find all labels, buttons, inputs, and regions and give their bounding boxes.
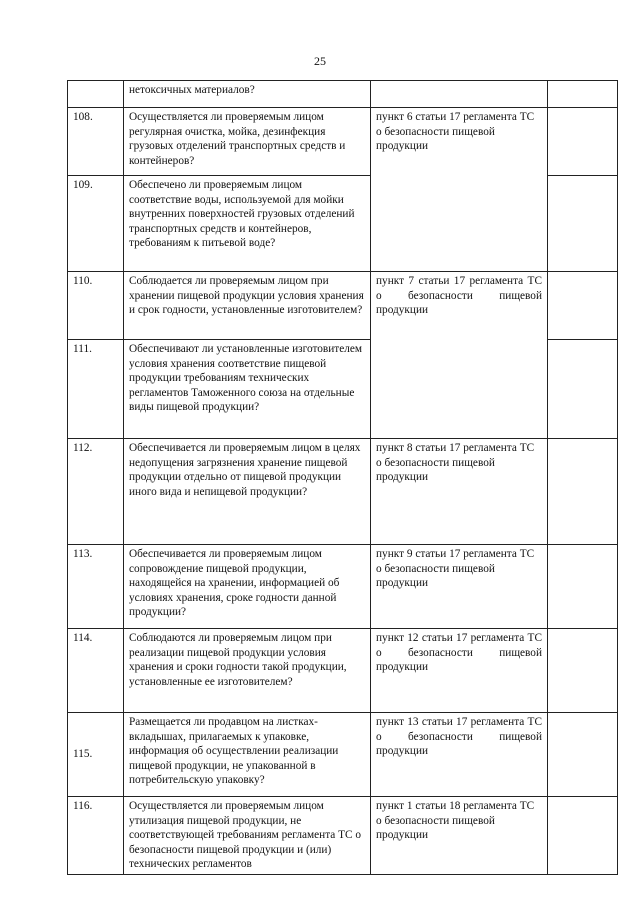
- page-number: 25: [314, 54, 326, 68]
- question-cell: Обеспечивается ли проверяемым лицом в целях недопущения загрязнения хранение пищевой продукции отдельно от пищевой продукции иного вида и непищевой продукции?: [124, 439, 371, 545]
- answer-cell: [548, 713, 618, 797]
- answer-cell: [548, 108, 618, 176]
- row-number: 116.: [68, 797, 124, 875]
- reference-cell: пункт 8 статьи 17 регламента ТС о безопасности пищевой продукции: [371, 439, 548, 545]
- row-number: 114.: [68, 629, 124, 713]
- question-cell: Обеспечено ли проверяемым лицом соответствие воды, используемой для мойки внутренних поверхностей грузовых отделений транспортных средств и контейнеров, требованиям к питьевой воде?: [124, 176, 371, 272]
- answer-cell: [548, 545, 618, 629]
- answer-cell: [548, 340, 618, 439]
- reference-cell: пункт 12 статьи 17 регламента ТС о безопасности пищевой продукции: [371, 629, 548, 713]
- row-number: 111.: [68, 340, 124, 439]
- reference-cell: пункт 9 статьи 17 регламента ТС о безопасности пищевой продукции: [371, 545, 548, 629]
- question-cell: Осуществляется ли проверяемым лицом регулярная очистка, мойка, дезинфекция грузовых отделений транспортных средств и контейнеров?: [124, 108, 371, 176]
- table-row: [68, 797, 618, 875]
- table-row: [68, 439, 618, 545]
- table-row: [68, 272, 618, 340]
- question-cell: Обеспечивается ли проверяемым лицом сопровождение пищевой продукции, находящейся на хранении, информацией об условиях хранения, сроке годности данной продукции?: [124, 545, 371, 629]
- answer-cell: [548, 81, 618, 108]
- question-cell: Соблюдаются ли проверяемым лицом при реализации пищевой продукции условия хранения и сроки годности такой продукции, установленные ее изготовителем?: [124, 629, 371, 713]
- row-number: 112.: [68, 439, 124, 545]
- question-cell: Осуществляется ли проверяемым лицом утилизация пищевой продукции, не соответствующей требованиям регламента ТС о безопасности пищевой продукции и (или) технических регламентов: [124, 797, 371, 875]
- table-row: [68, 629, 618, 713]
- answer-cell: [548, 176, 618, 272]
- table-row: [68, 545, 618, 629]
- answer-cell: [548, 439, 618, 545]
- answer-cell: [548, 272, 618, 340]
- answer-cell: [548, 797, 618, 875]
- question-cell: Соблюдается ли проверяемым лицом при хранении пищевой продукции условия хранения и срок годности, установленные изготовителем?: [124, 272, 371, 340]
- question-cell: Размещается ли продавцом на листках-вкладышах, прилагаемых к упаковке, информация об осуществлении реализации пищевой продукции, не упакованной в потребительскую упаковку?: [124, 713, 371, 797]
- reference-cell: пункт 7 статьи 17 регламента ТС о безопасности пищевой продукции: [371, 272, 548, 439]
- row-number: 115.: [68, 713, 124, 797]
- reference-cell: [371, 81, 548, 108]
- answer-cell: [548, 629, 618, 713]
- question-cell: нетоксичных материалов?: [124, 81, 371, 108]
- row-number: 113.: [68, 545, 124, 629]
- row-number: 109.: [68, 176, 124, 272]
- table-row: [68, 81, 618, 108]
- reference-cell: пункт 13 статьи 17 регламента ТС о безопасности пищевой продукции: [371, 713, 548, 797]
- row-number: 110.: [68, 272, 124, 340]
- question-cell: Обеспечивают ли установленные изготовителем условия хранения соответствие пищевой продукции требованиям технических регламентов Таможенного союза на отдельные виды пищевой продукции?: [124, 340, 371, 439]
- row-number: 108.: [68, 108, 124, 176]
- table-row: [68, 108, 618, 176]
- reference-cell: пункт 1 статьи 18 регламента ТС о безопасности пищевой продукции: [371, 797, 548, 875]
- table-row: [68, 713, 618, 797]
- checklist-table: [67, 80, 618, 875]
- row-number: [68, 81, 124, 108]
- reference-cell: пункт 6 статьи 17 регламента ТС о безопасности пищевой продукции: [371, 108, 548, 272]
